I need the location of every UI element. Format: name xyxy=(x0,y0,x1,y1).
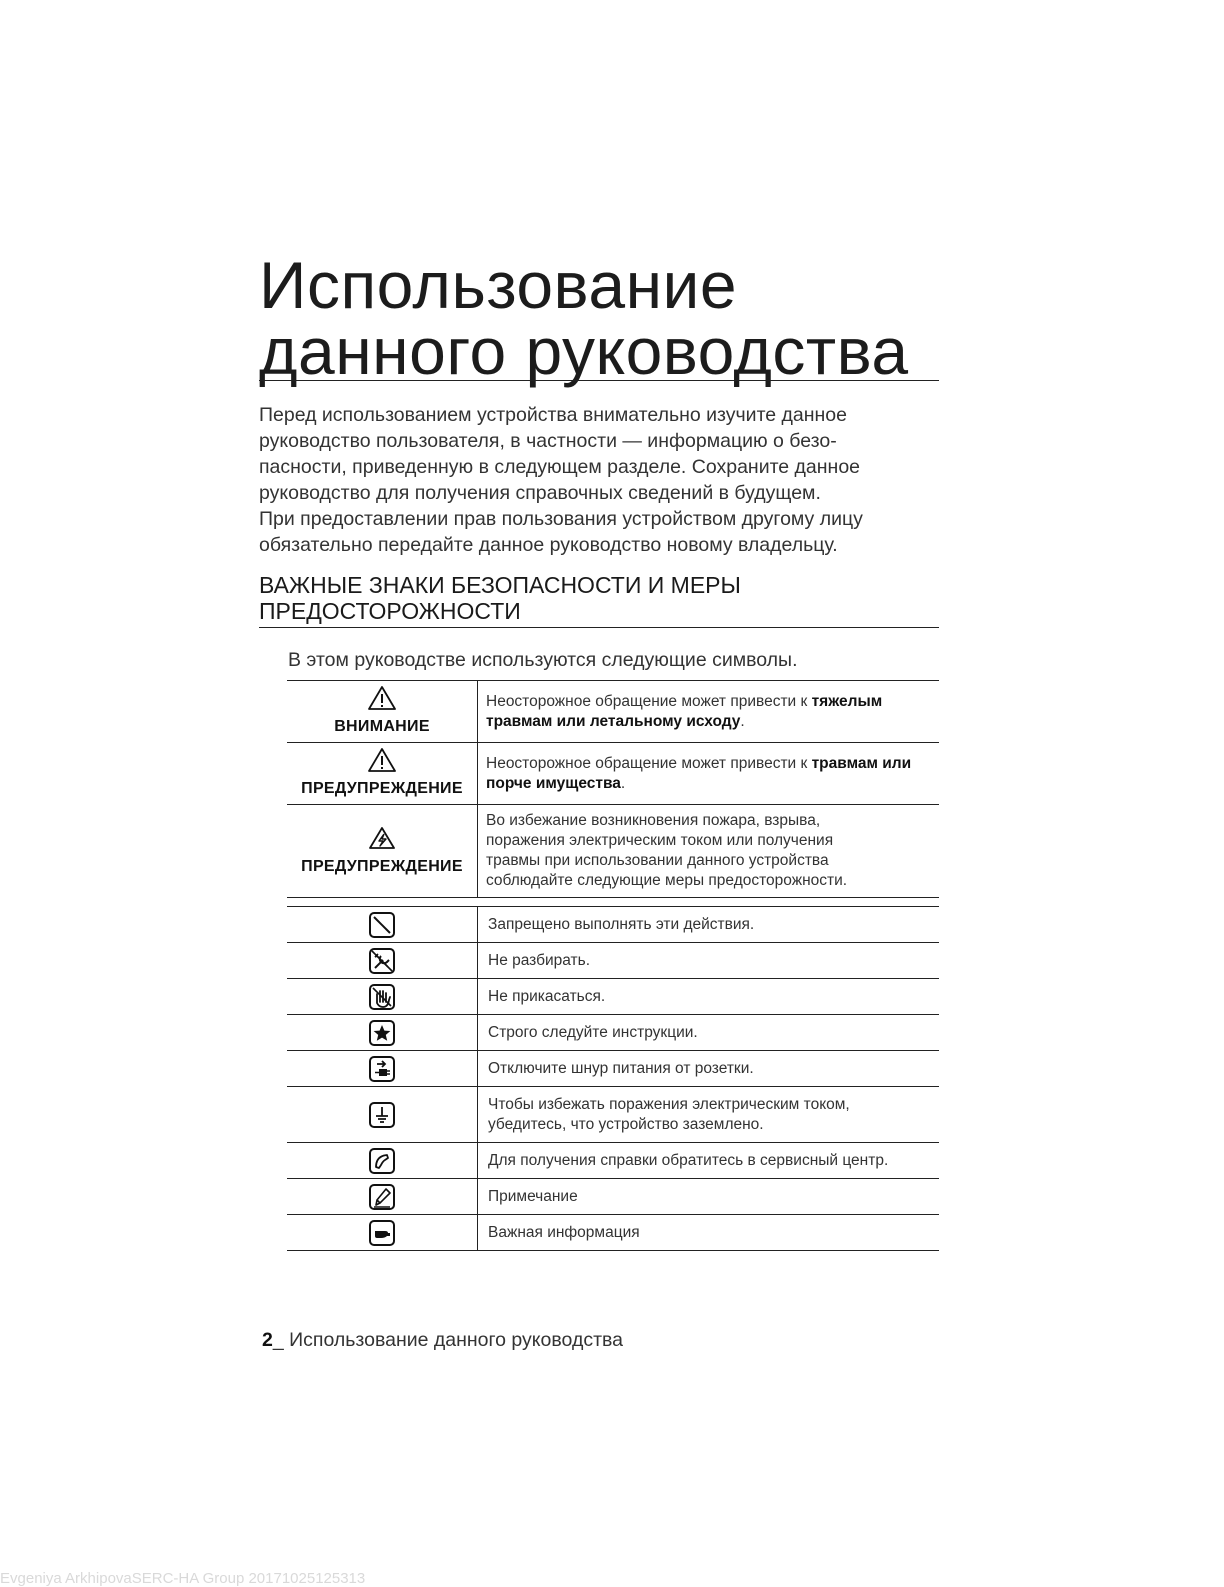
table-row xyxy=(287,805,939,898)
intro-line: При предоставлении прав пользования устройством другому лицу xyxy=(259,508,863,530)
do-not-disassemble-icon xyxy=(368,947,396,975)
symbol-icon-cell xyxy=(287,1215,478,1251)
intro-line: руководство для получения справочных сведений в будущем. xyxy=(259,482,821,504)
symbols-intro: В этом руководстве используются следующие символы. xyxy=(288,649,798,671)
warning-text-bold: травмам или порче имущества xyxy=(486,754,912,792)
symbol-icon-cell xyxy=(287,1015,478,1051)
symbol-icon-cell xyxy=(287,1143,478,1179)
page-footer xyxy=(262,1328,623,1352)
table-row xyxy=(287,743,939,805)
intro-line: пасности, приведенную в следующем разделе. Сохраните данное xyxy=(259,456,861,478)
symbol-text: Запрещено выполнять эти действия. xyxy=(478,907,940,943)
page-title xyxy=(259,248,939,388)
footer-text: _ Использование данного руководства xyxy=(272,1329,624,1351)
ground-icon xyxy=(368,1101,396,1129)
note-icon xyxy=(368,1183,396,1211)
warning-label: ВНИМАНИЕ xyxy=(334,718,430,735)
table-row xyxy=(287,907,939,943)
warning-text-end: . xyxy=(740,712,745,730)
warning-label-cell xyxy=(287,681,478,743)
symbol-text: Строго следуйте инструкции. xyxy=(478,1015,940,1051)
symbol-text: Не прикасаться. xyxy=(478,979,940,1015)
table-row xyxy=(287,1015,939,1051)
symbols-table xyxy=(287,906,939,1251)
section-title-line2: ПРЕДОСТОРОЖНОСТИ xyxy=(259,598,521,624)
warning-label-cell xyxy=(287,805,478,898)
warning-text-end: . xyxy=(620,774,626,792)
table-row xyxy=(287,979,939,1015)
page-title-line2: данного руководства xyxy=(259,314,909,388)
symbol-icon-cell xyxy=(287,1087,478,1143)
table-row xyxy=(287,1215,939,1251)
section-divider xyxy=(259,627,939,628)
table-row xyxy=(287,1087,939,1143)
page-title-line1: Использование xyxy=(259,248,738,322)
symbol-text: Отключите шнур питания от розетки. xyxy=(478,1051,940,1087)
warning-text-line: Во избежание возникновения пожара, взрыва, xyxy=(486,812,821,829)
table-row xyxy=(287,1143,939,1179)
watermark: Evgeniya ArkhipovaSERC-HA Group 20171025125313 xyxy=(0,1570,366,1587)
page-number: 2 xyxy=(262,1329,273,1351)
warning-triangle-icon xyxy=(367,747,397,773)
symbol-icon-cell xyxy=(287,943,478,979)
phone-icon xyxy=(368,1147,396,1175)
intro-line: обязательно передайте данное руководство новому владельцу. xyxy=(259,534,838,556)
section-title-line1: ВАЖНЫЕ ЗНАКИ БЕЗОПАСНОСТИ И МЕРЫ xyxy=(259,572,741,598)
warning-text-line: поражения электрическим током или получения xyxy=(486,832,834,849)
warning-text: Неосторожное обращение может привести к xyxy=(486,754,812,772)
prohibited-icon xyxy=(368,911,396,939)
intro-paragraph xyxy=(259,402,949,558)
symbol-text: Не разбирать. xyxy=(478,943,940,979)
section-title xyxy=(259,572,939,624)
table-row xyxy=(287,1051,939,1087)
warning-triangle-icon xyxy=(367,685,397,711)
electric-shock-triangle-icon xyxy=(367,825,397,851)
do-not-touch-icon xyxy=(368,983,396,1011)
title-divider xyxy=(259,380,939,381)
warning-label: ПРЕДУПРЕЖДЕНИЕ xyxy=(301,780,463,797)
symbol-text: Важная информация xyxy=(478,1215,940,1251)
warning-text-bold: тяжелым травмам или летальному исходу xyxy=(486,692,883,730)
symbol-icon-cell xyxy=(287,1179,478,1215)
warning-label: ПРЕДУПРЕЖДЕНИЕ xyxy=(301,857,463,875)
warning-text-cell xyxy=(478,743,940,805)
symbol-text-cell xyxy=(478,1087,940,1143)
warning-text-line: соблюдайте следующие меры предосторожности. xyxy=(486,872,848,889)
symbol-text: Примечание xyxy=(478,1179,940,1215)
warning-text-line: травмы при использовании данного устройства xyxy=(486,852,829,869)
symbol-text: Для получения справки обратитесь в сервисный центр. xyxy=(478,1143,940,1179)
symbol-icon-cell xyxy=(287,1051,478,1087)
unplug-icon xyxy=(368,1055,396,1083)
intro-line: руководство пользователя, в частности — информацию о безо- xyxy=(259,430,837,452)
important-info-icon xyxy=(368,1219,396,1247)
symbol-icon-cell xyxy=(287,979,478,1015)
warning-text: Неосторожное обращение может привести к xyxy=(486,692,812,710)
table-row xyxy=(287,681,939,743)
follow-instructions-icon xyxy=(368,1019,396,1047)
warning-levels-table xyxy=(287,680,939,898)
symbol-text-line: Чтобы избежать поражения электрическим током, xyxy=(488,1095,850,1113)
table-row xyxy=(287,943,939,979)
warning-label-cell xyxy=(287,743,478,805)
warning-text-cell xyxy=(478,805,940,898)
symbol-text-line: убедитесь, что устройство заземлено. xyxy=(488,1115,764,1133)
symbol-icon-cell xyxy=(287,907,478,943)
intro-line: Перед использованием устройства внимательно изучите данное xyxy=(259,404,847,426)
table-row xyxy=(287,1179,939,1215)
warning-text-cell xyxy=(478,681,940,743)
